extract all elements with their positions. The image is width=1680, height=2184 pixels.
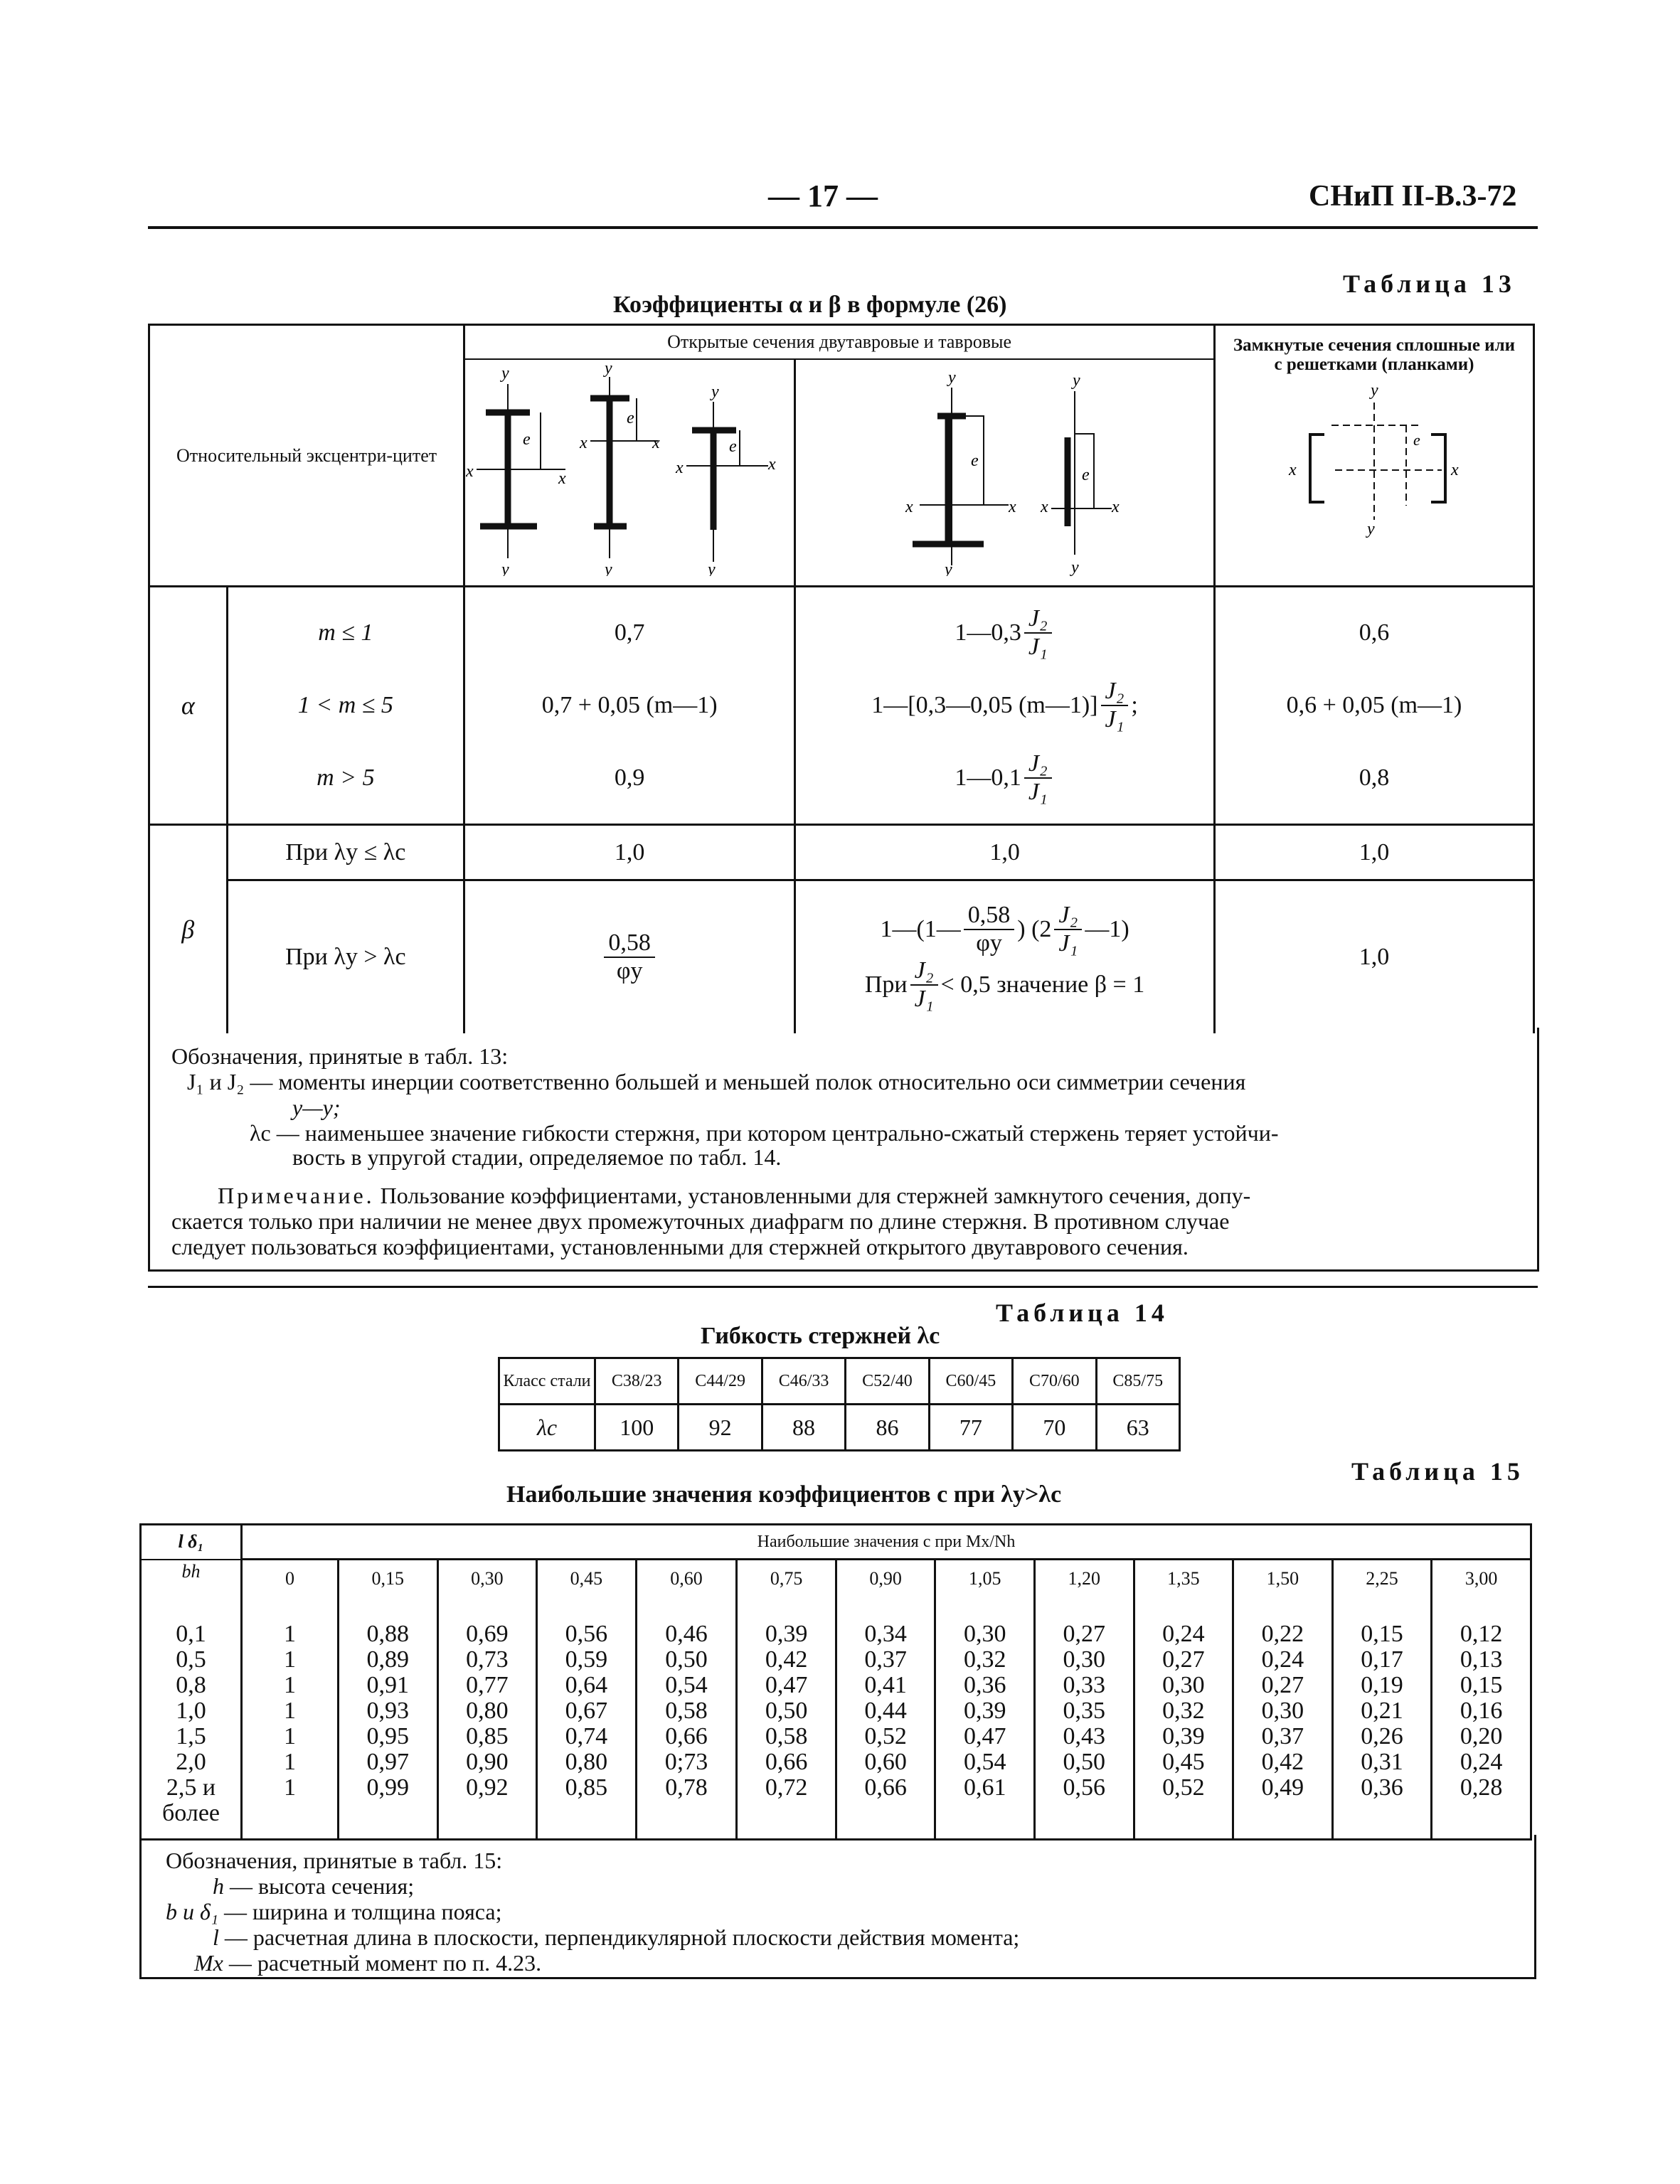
table15-cell: 1 — [284, 1646, 296, 1673]
svg-text:y: y — [711, 382, 719, 401]
table15-cell: 0,60 — [864, 1749, 907, 1775]
table15-cell: 0,39 — [963, 1698, 1006, 1724]
table15-cell: 0,56 — [565, 1621, 608, 1647]
table15-col-3: 0,45 — [537, 1560, 637, 1598]
beta-r2-b — [795, 880, 1215, 1033]
table15-cell: 0,36 — [1361, 1774, 1403, 1801]
table14-value-7: 63 — [1096, 1405, 1179, 1451]
table13 — [148, 324, 1535, 1033]
table15-cell: 0,90 — [466, 1749, 509, 1775]
table15-cell: 0,61 — [963, 1774, 1006, 1801]
table15-data-col — [636, 1597, 737, 1839]
table15-cell: 0,22 — [1261, 1621, 1304, 1647]
alpha-conditions — [227, 587, 464, 825]
svg-text:y: y — [1366, 520, 1375, 538]
svg-text:y: y — [501, 560, 509, 576]
table15-cell: 0,27 — [1261, 1672, 1304, 1698]
table15-data-col — [836, 1597, 935, 1839]
table15-row-label: 1,0 — [176, 1698, 206, 1724]
table15 — [139, 1523, 1532, 1841]
table15-cell: 0,91 — [366, 1672, 410, 1698]
table15-row-label: 2,5 и — [166, 1774, 216, 1801]
svg-text:e: e — [1081, 465, 1090, 484]
table15-col-6: 0,90 — [836, 1560, 935, 1598]
open-section-diagrams-2 — [795, 359, 1215, 587]
table15-data-col — [1233, 1597, 1333, 1839]
beta-r2-c: 1,0 — [1214, 880, 1533, 1033]
beta-r1-b: 1,0 — [795, 825, 1215, 880]
beta-r2-b-line1: 1—(1— $\frac{0,58}{\varphi y}$ ) (2 $\frac{\text{J₂}}{\text{J₁}}$ —1) — [880, 901, 1129, 957]
table15-cell: 0,59 — [565, 1646, 608, 1673]
table15-cell: 0,32 — [963, 1646, 1006, 1673]
table14-label: Таблица 14 — [996, 1299, 1169, 1327]
table15-notes-title: Обозначения, принятые в табл. 15: — [166, 1848, 503, 1873]
table13-title: Коэффициенты α и β в формуле (26) — [613, 292, 1007, 318]
svg-text:y: y — [605, 560, 612, 576]
table14-lambda-label: λc — [499, 1405, 595, 1451]
table15-cell: 0,54 — [963, 1749, 1006, 1775]
svg-text:e: e — [523, 430, 531, 449]
alpha-open-b-3: 1—0,1 $\frac{\text{J₂}}{\text{J₁}}$ — [796, 742, 1213, 814]
svg-text:y: y — [1370, 381, 1378, 400]
table13-14-separator — [148, 1286, 1538, 1288]
svg-text:x: x — [652, 433, 660, 452]
table15-cell: 0,37 — [864, 1646, 907, 1673]
table14-class-5: С60/45 — [929, 1358, 1012, 1405]
svg-text:y: y — [605, 362, 612, 378]
beta-r2-b-line2: При $\frac{\text{J₂}}{\text{J₁}}$ < 0,5 значение β = 1 — [864, 957, 1145, 1012]
table15-title: Наибольшие значения коэффициентов c при λy>λc — [506, 1481, 1062, 1508]
alpha-closed-3: 0,8 — [1359, 765, 1390, 791]
table15-notes — [139, 1835, 1536, 1979]
table14-value-6: 70 — [1013, 1405, 1096, 1451]
svg-text:x: x — [768, 454, 776, 474]
svg-text:x: x — [1008, 497, 1016, 516]
svg-text:x: x — [1288, 461, 1297, 479]
table15-cell: 0,24 — [1460, 1749, 1503, 1775]
table15-note-l: l — расчетная длина в плоскости, перпендикулярной плоскости действия момента; — [213, 1924, 1020, 1950]
table15-data-col — [437, 1597, 537, 1839]
table14-title: Гибкость стержней λc — [701, 1323, 940, 1349]
beta-symbol: β — [149, 825, 228, 1033]
svg-text:x: x — [580, 433, 588, 452]
table15-cell: 0,73 — [466, 1646, 509, 1673]
table15-col-9: 1,35 — [1134, 1560, 1233, 1598]
table15-data-col — [537, 1597, 637, 1839]
table15-cell: 0;73 — [664, 1749, 708, 1775]
table15-data-col — [1332, 1597, 1432, 1839]
alpha-closed-1: 0,6 — [1359, 619, 1390, 646]
table15-note-b: b и δ₁ — ширина и толщина пояса; — [166, 1899, 502, 1924]
table13-notes-title: Обозначения, принятые в табл. 13: — [171, 1043, 509, 1069]
t-section-diagrams — [806, 363, 1204, 576]
table15-cell: 0,46 — [665, 1621, 708, 1647]
table15-cell: 0,20 — [1460, 1723, 1503, 1749]
table13-note-2: λc — наименьшее значение гибкости стержня, при котором центрально-сжатый стержень теряет устойчи- — [250, 1120, 1279, 1146]
table15-cell: 0,24 — [1261, 1646, 1304, 1673]
table15-col-4: 0,60 — [636, 1560, 737, 1598]
table15-col0-top: l δ₁ — [141, 1525, 242, 1560]
table13-note-2b: вость в упругой стадии, определяемое по табл. 14. — [292, 1144, 782, 1170]
table13-remark-1: Примечание. Пользование коэффициентами, установленными для стержней замкнутого сечения, допу- — [218, 1183, 1251, 1208]
table14-value-1: 100 — [595, 1405, 679, 1451]
table15-cell: 0,35 — [1063, 1698, 1106, 1724]
table15-cell: 0,47 — [765, 1672, 808, 1698]
table13-notes — [148, 1028, 1539, 1272]
alpha-cond-2: 1 < m ≤ 5 — [297, 692, 393, 718]
beta-cond-1: При λy ≤ λc — [227, 825, 464, 880]
table15-data-col — [1035, 1597, 1134, 1839]
alpha-open-b-1: 1—0,3 $\frac{\text{J₂}}{\text{J₁}}$ — [796, 597, 1213, 669]
alpha-cond-1: m ≤ 1 — [318, 619, 373, 646]
table14-value-2: 92 — [679, 1405, 762, 1451]
table15-cell: 0,37 — [1261, 1723, 1304, 1749]
table15-col-12: 3,00 — [1432, 1560, 1531, 1598]
table15-cell: 0,77 — [466, 1672, 509, 1698]
svg-text:y: y — [944, 560, 952, 576]
table14-value-3: 88 — [762, 1405, 845, 1451]
svg-text:x: x — [1450, 461, 1459, 479]
table15-cell: 0,31 — [1361, 1749, 1403, 1775]
table15-cell: 0,72 — [765, 1774, 808, 1801]
alpha-closed — [1214, 587, 1533, 825]
table15-col-5: 0,75 — [737, 1560, 836, 1598]
table15-cell: 0,30 — [1261, 1698, 1304, 1724]
table15-cell: 0,67 — [565, 1698, 608, 1724]
table15-cell: 0,56 — [1063, 1774, 1106, 1801]
table15-row-labels — [141, 1597, 242, 1839]
table15-cell: 1 — [284, 1774, 296, 1801]
alpha-open-b-2: 1—[0,3—0,05 (m—1)] $\frac{\text{J₂}}{\text{J₁}}$ ; — [871, 678, 1138, 733]
table15-data-col — [935, 1597, 1035, 1839]
table15-cell: 0,30 — [963, 1621, 1006, 1647]
table15-row-label: 1,5 — [176, 1723, 206, 1749]
alpha-open-a-3: 0,9 — [614, 765, 645, 791]
beta-cond-2: При λy > λc — [227, 880, 464, 1033]
table15-col-11: 2,25 — [1332, 1560, 1432, 1598]
table14-class-7: С85/75 — [1096, 1358, 1179, 1405]
table15-cell: 0,47 — [963, 1723, 1006, 1749]
table15-row-label: более — [162, 1800, 220, 1826]
table15-label: Таблица 15 — [1351, 1457, 1524, 1486]
table14-class-3: С46/33 — [762, 1358, 845, 1405]
table15-cell: 0,66 — [665, 1723, 708, 1749]
page-number: — 17 — — [768, 179, 878, 213]
header-rule — [148, 226, 1538, 229]
document-code: СНиП II-В.3-72 — [1309, 180, 1517, 213]
table15-row-label: 2,0 — [176, 1749, 206, 1775]
svg-text:e: e — [627, 408, 634, 427]
alpha-open-b — [795, 587, 1215, 825]
table15-cell: 0,58 — [765, 1723, 808, 1749]
svg-text:x: x — [1111, 497, 1120, 516]
table15-cell: 0,16 — [1460, 1698, 1503, 1724]
table15-cell: 0,12 — [1460, 1621, 1503, 1647]
table15-cell: 1 — [284, 1749, 296, 1775]
table15-data-col — [1432, 1597, 1531, 1839]
table15-cell: 0,74 — [565, 1723, 608, 1749]
svg-text:x: x — [558, 469, 566, 488]
table15-cell: 0,80 — [565, 1749, 608, 1775]
table15-cell: 0,88 — [366, 1621, 410, 1647]
table15-col-10: 1,50 — [1233, 1560, 1333, 1598]
table15-cell: 1 — [284, 1698, 296, 1724]
table15-cell: 0,30 — [1063, 1646, 1106, 1673]
beta-r1-a: 1,0 — [464, 825, 795, 880]
table13-note-1b: y—y; — [292, 1094, 341, 1120]
table15-col0-bottom: bh — [181, 1560, 201, 1582]
table15-row-label: 0,5 — [176, 1646, 206, 1673]
table15-cell: 0,34 — [864, 1621, 907, 1647]
alpha-cond-3: m > 5 — [317, 765, 375, 791]
table15-cell: 0,44 — [864, 1698, 907, 1724]
table15-cell: 0,39 — [1162, 1723, 1205, 1749]
table15-cell: 0,92 — [466, 1774, 509, 1801]
table15-data-col — [737, 1597, 836, 1839]
table15-cell: 0,15 — [1361, 1621, 1403, 1647]
table15-col-1: 0,15 — [339, 1560, 438, 1598]
open-sections-header: Открытые сечения двутавровые и тавровые — [464, 325, 1215, 359]
table15-cell: 0,32 — [1162, 1698, 1205, 1724]
svg-text:x: x — [1040, 497, 1048, 516]
table15-col-0: 0 — [242, 1560, 339, 1598]
table15-cell: 0,21 — [1361, 1698, 1403, 1724]
table15-col-7: 1,05 — [935, 1560, 1035, 1598]
table13-label: Таблица 13 — [1343, 270, 1516, 298]
table15-cell: 0,93 — [366, 1698, 410, 1724]
table15-cell: 0,50 — [665, 1646, 708, 1673]
svg-text:e: e — [1413, 431, 1420, 449]
alpha-open-a-2: 0,7 + 0,05 (m—1) — [541, 692, 718, 718]
beta-r1-c: 1,0 — [1214, 825, 1533, 880]
table15-cell: 0,64 — [565, 1672, 608, 1698]
svg-text:e: e — [970, 451, 979, 470]
table15-cell: 0,78 — [665, 1774, 708, 1801]
table15-cell: 0,45 — [1162, 1749, 1205, 1775]
table15-cell: 0,24 — [1162, 1621, 1205, 1647]
table13-remark-3: следует пользоваться коэффициентами, установленными для стержней открытого двутаврового сечения. — [171, 1234, 1189, 1259]
table14-class-header: Класс стали — [503, 1372, 591, 1390]
table15-col-2: 0,30 — [437, 1560, 537, 1598]
table15-cell: 0,27 — [1063, 1621, 1106, 1647]
table15-cell: 0,66 — [864, 1774, 907, 1801]
table15-cell: 0,15 — [1460, 1672, 1503, 1698]
svg-text:y: y — [1070, 558, 1079, 576]
closed-section-diagram — [1267, 374, 1481, 538]
table15-cell: 0,58 — [665, 1698, 708, 1724]
table13-note-1: J₁ и J₂ — моменты инерции соответственно большей и меньшей полок относительно оси симметрии сечения — [187, 1069, 1246, 1094]
table15-cell: 0,13 — [1460, 1646, 1503, 1673]
table15-cell: 0,99 — [366, 1774, 410, 1801]
svg-text:y: y — [708, 560, 716, 576]
table15-cell: 1 — [284, 1621, 296, 1647]
table15-cell: 0,54 — [665, 1672, 708, 1698]
table15-cell: 0,30 — [1162, 1672, 1205, 1698]
closed-sections-header: Замкнутые сечения сплошные или с решетками (планками) y y x x e — [1214, 325, 1533, 587]
table14-value-5: 77 — [929, 1405, 1012, 1451]
table15-cell: 1 — [284, 1723, 296, 1749]
table15-cell: 0,49 — [1261, 1774, 1304, 1801]
table15-cell: 0,19 — [1361, 1672, 1403, 1698]
table15-cell: 0,85 — [466, 1723, 509, 1749]
table15-cell: 0,26 — [1361, 1723, 1403, 1749]
table15-cell: 0,42 — [765, 1646, 808, 1673]
open-section-diagrams-1 — [464, 359, 795, 587]
table15-data-col — [1134, 1597, 1233, 1839]
table15-cell: 0,36 — [963, 1672, 1006, 1698]
table14 — [498, 1357, 1181, 1451]
table15-cell: 0,52 — [864, 1723, 907, 1749]
table14-class-2: С44/29 — [679, 1358, 762, 1405]
eccentricity-header: Относительный эксцентри-цитет — [149, 325, 464, 587]
table14-class-6: С70/60 — [1013, 1358, 1096, 1405]
table15-group-header: Наибольшие значения c при Mx/Nh — [242, 1525, 1531, 1560]
table15-cell: 0,27 — [1162, 1646, 1205, 1673]
table15-cell: 0,89 — [366, 1646, 410, 1673]
table15-cell: 0,52 — [1162, 1774, 1205, 1801]
svg-text:x: x — [466, 462, 474, 481]
table15-note-mx: Mx — расчетный момент по п. 4.23. — [194, 1950, 542, 1976]
table15-cell: 0,50 — [765, 1698, 808, 1724]
table15-cell: 0,69 — [466, 1621, 509, 1647]
table15-cell: 0,42 — [1261, 1749, 1304, 1775]
table14-class-4: С52/40 — [846, 1358, 929, 1405]
svg-text:y: y — [1072, 371, 1080, 390]
table15-cell: 0,28 — [1460, 1774, 1503, 1801]
svg-text:y: y — [501, 363, 509, 383]
table15-cell: 0,17 — [1361, 1646, 1403, 1673]
table14-class-1: С38/23 — [595, 1358, 679, 1405]
table15-cell: 0,80 — [466, 1698, 509, 1724]
svg-text:y: y — [947, 368, 956, 387]
svg-text:x: x — [905, 497, 913, 516]
table15-cell: 0,41 — [864, 1672, 907, 1698]
alpha-open-a-1: 0,7 — [614, 619, 645, 646]
table14-value-4: 86 — [846, 1405, 929, 1451]
table15-cell: 0,33 — [1063, 1672, 1106, 1698]
table15-cell: 0,95 — [366, 1723, 410, 1749]
alpha-symbol: α — [149, 587, 228, 825]
table15-cell: 0,43 — [1063, 1723, 1106, 1749]
table15-note-h: h — высота сечения; — [213, 1873, 415, 1899]
i-beam-diagrams — [466, 363, 793, 576]
table15-data-col — [339, 1597, 438, 1839]
table15-cell: 0,50 — [1063, 1749, 1106, 1775]
table13-remark-2: скается только при наличии не менее двух промежуточных диафрагм по длине стержня. В противном случае — [171, 1208, 1230, 1234]
table15-cell: 0,85 — [565, 1774, 608, 1801]
table15-col-8: 1,20 — [1035, 1560, 1134, 1598]
alpha-closed-2: 0,6 + 0,05 (m—1) — [1286, 692, 1462, 718]
table15-cell: 0,66 — [765, 1749, 808, 1775]
table15-cell: 0,39 — [765, 1621, 808, 1647]
table15-cell: 1 — [284, 1672, 296, 1698]
svg-text:e: e — [729, 437, 737, 456]
beta-r2-a: $\frac{0,58}{\varphi y}$ — [464, 880, 795, 1033]
svg-text:x: x — [676, 458, 684, 477]
table15-row-label: 0,8 — [176, 1672, 206, 1698]
alpha-open-a — [464, 587, 795, 825]
table15-cell: 0,97 — [366, 1749, 410, 1775]
table15-data-col — [242, 1597, 339, 1839]
table15-row-label: 0,1 — [176, 1621, 206, 1647]
